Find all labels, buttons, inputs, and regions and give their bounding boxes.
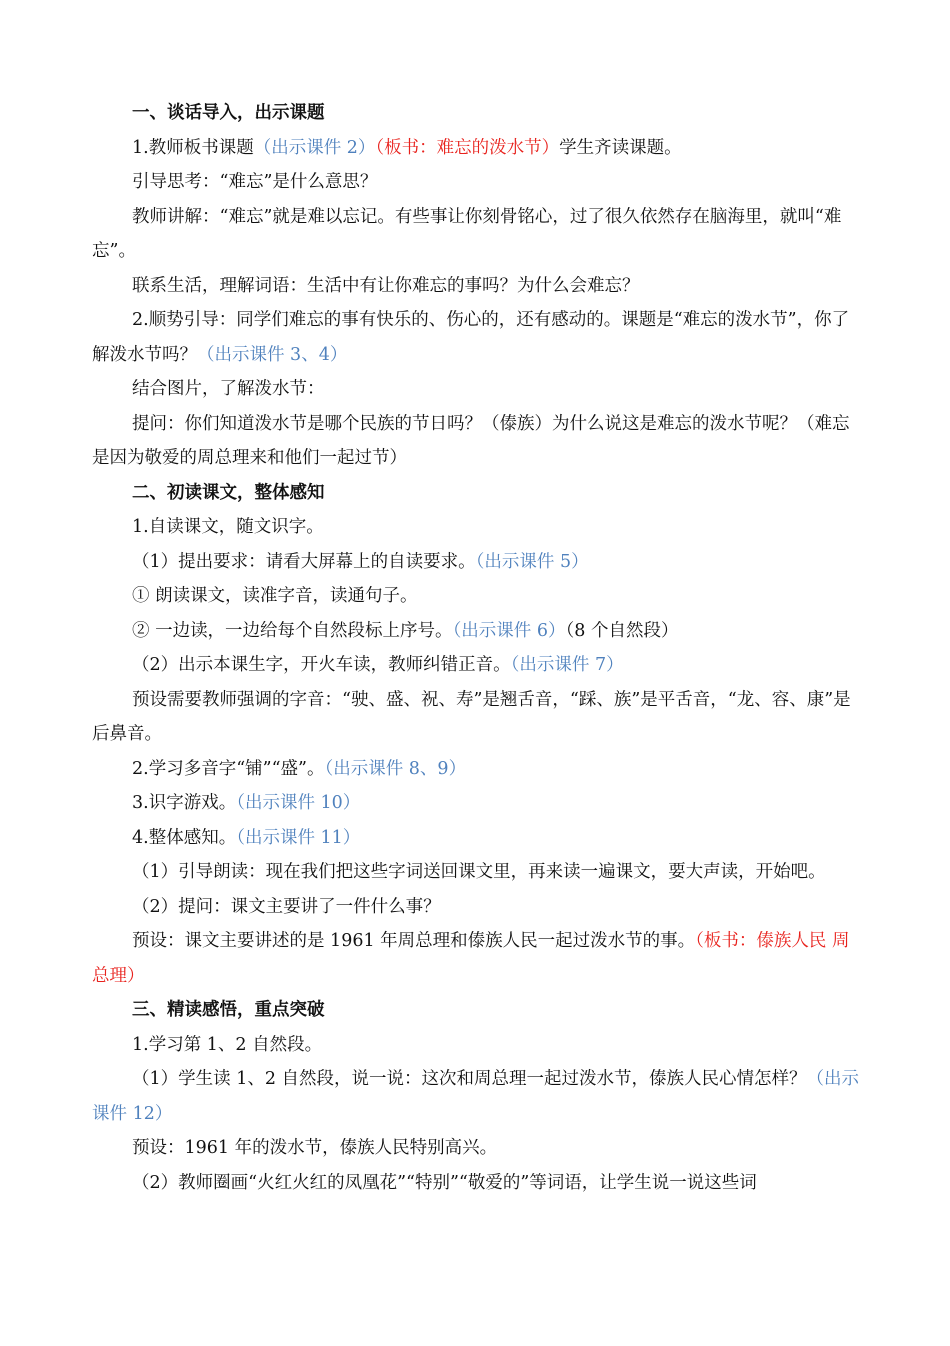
courseware-note: （出示课件 2） [253,137,376,158]
courseware-note: （出示课件 3、4） [197,344,348,365]
courseware-note: （出示课件 11） [236,827,361,848]
text: （1）提出要求：请看大屏幕上的自读要求。 [132,551,476,572]
paragraph [92,131,864,166]
blackboard-note: （板书：难忘的泼水节） [375,137,560,158]
paragraph: ① 朗读课文，读准字音，读通句子。 [132,586,418,606]
paragraph [92,924,864,993]
paragraph: 预设需要教师强调的字音：“驶、盛、祝、寿”是翘舌音，“踩、族”是平舌音，“龙、容、康”是后鼻音。 [92,689,851,744]
lesson-plan-page [92,96,864,1200]
paragraph [92,1062,864,1131]
paragraph: 1.自读课文，随文识字。 [132,517,324,537]
section-heading-3: 三、精读感悟，重点突破 [132,1000,325,1020]
paragraph [92,752,864,787]
text: 4.整体感知。 [132,827,237,848]
paragraph [92,614,864,649]
paragraph [92,821,864,856]
paragraph: （2）教师圈画“火红火红的凤凰花”“特别”“敬爱的”等词语，让学生说一说这些词 [132,1172,757,1193]
courseware-note: （出示课件 7） [510,655,624,675]
text: 预设：课文主要讲述的是 1961 年周总理和傣族人民一起过泼水节的事。 [132,931,696,951]
courseware-note: （出示课件 8、9） [324,758,467,779]
paragraph: 教师讲解：“难忘”就是难以忘记。有些事让你刻骨铭心，过了很久依然存在脑海里，就叫“难忘”。 [92,206,842,261]
text: （1）学生读 1、2 自然段，说一说：这次和周总理一起过泼水节，傣族人民心情怎样？ [132,1069,807,1089]
courseware-note: （出示课件 10） [236,793,361,813]
paragraph: 1.学习第 1、2 自然段。 [132,1034,323,1055]
paragraph: 联系生活，理解词语：生活中有让你难忘的事吗？为什么会难忘？ [132,275,640,296]
blackboard-note: （板书：傣族人民 周总理） [92,931,850,986]
section-heading-2: 二、初读课文，整体感知 [132,482,325,503]
text: 学生齐读课题。 [559,137,682,158]
paragraph: 提问：你们知道泼水节是哪个民族的节日吗？（傣族）为什么说这是难忘的泼水节呢？（难忘是因为敬爱的周总理来和他们一起过节） [92,413,850,468]
paragraph [92,786,864,821]
text: 2.顺势引导：同学们难忘的事有快乐的、伤心的，还有感动的。课题是“难忘的泼水节”，你了解泼水节吗？ [92,310,850,365]
text: 2.学习多音字“铺”“盛”。 [132,758,325,779]
courseware-note: （出示课件 6） [452,620,566,641]
section-heading-1: 一、谈话导入，出示课题 [132,103,325,123]
paragraph: 预设：1961 年的泼水节，傣族人民特别高兴。 [132,1138,498,1158]
paragraph [92,545,864,580]
text: 1.教师板书课题 [132,137,254,158]
paragraph: （2）提问：课文主要讲了一件什么事？ [132,896,441,917]
paragraph [92,648,864,683]
text: （2）出示本课生字，开火车读，教师纠错正音。 [132,655,511,675]
paragraph: 结合图片，了解泼水节： [132,379,325,399]
text: 3.识字游戏。 [132,793,237,813]
courseware-note: （出示课件 12） [92,1069,860,1124]
courseware-note: （出示课件 5） [475,551,589,572]
paragraph: 引导思考：“难忘”是什么意思？ [132,172,378,192]
text: （8 个自然段） [565,620,679,641]
text: ② 一边读，一边给每个自然段标上序号。 [132,620,453,641]
paragraph: （1）引导朗读：现在我们把这些字词送回课文里，再来读一遍课文，要大声读，开始吧。 [132,862,826,882]
paragraph [92,303,864,372]
